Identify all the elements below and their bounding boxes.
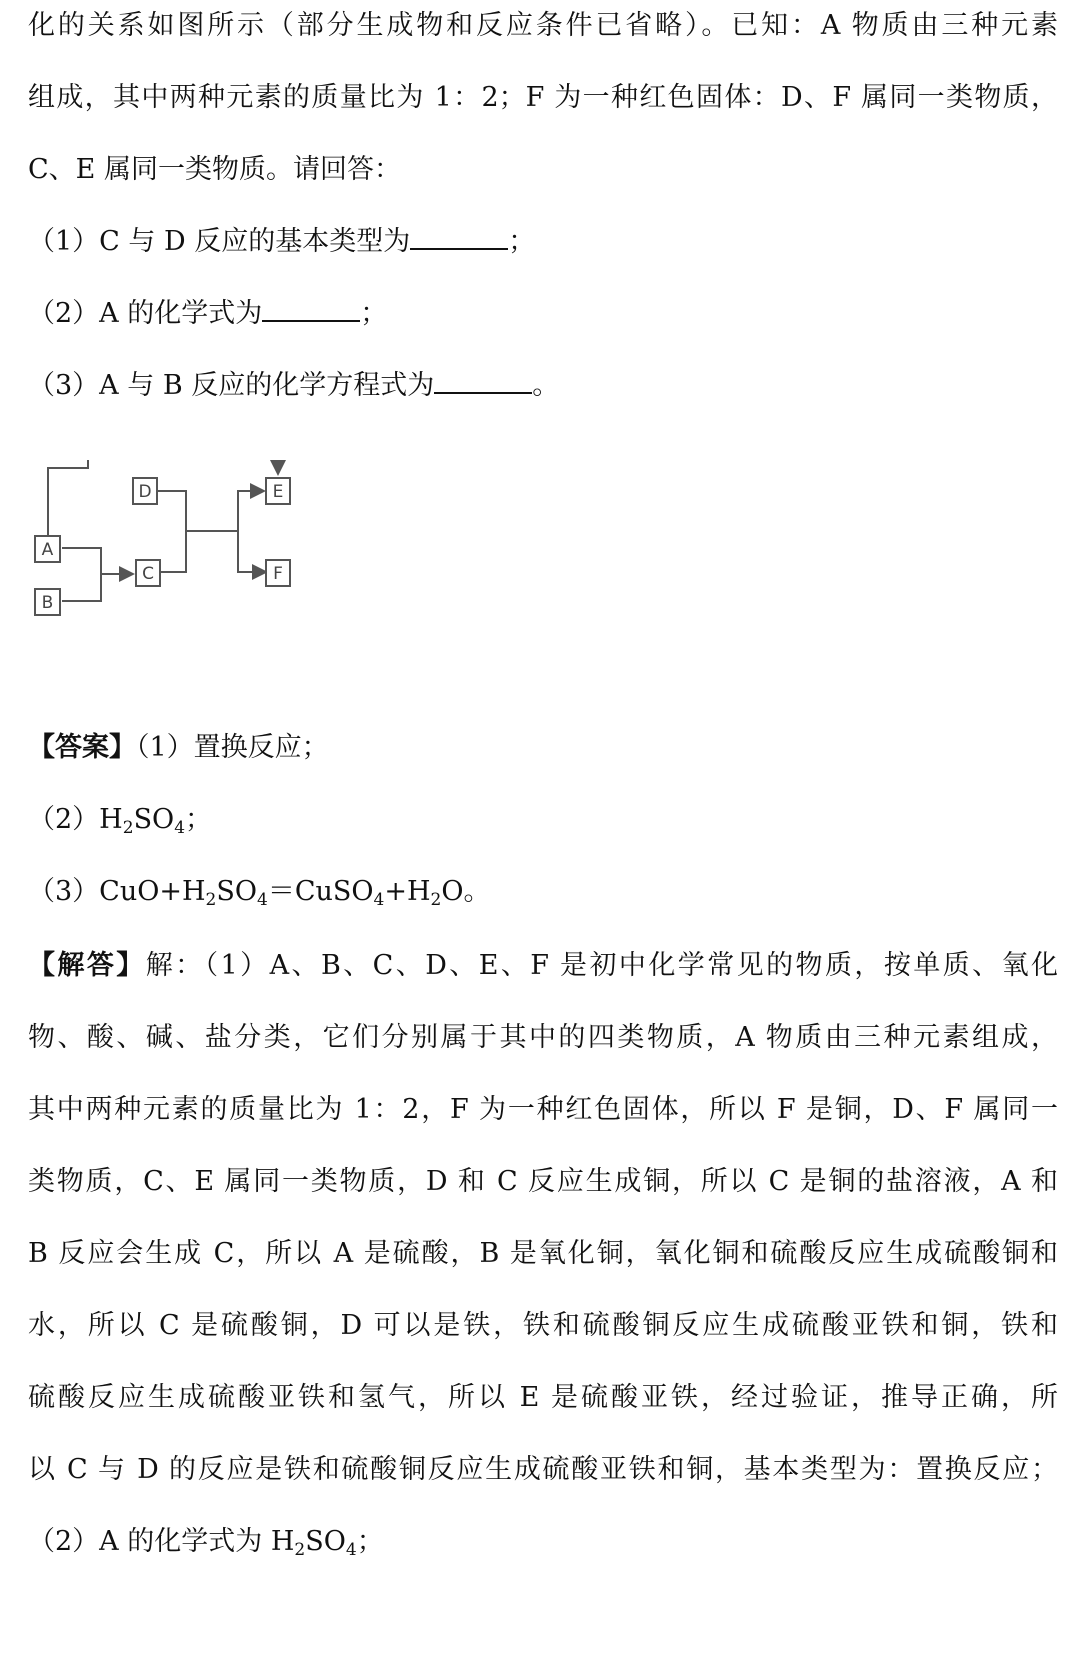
solution-line-8: 以 C 与 D 的反应是铁和硫酸铜反应生成硫酸亚铁和铜，基本类型为：置换反应；: [28, 1454, 1058, 1485]
box-b-label: B: [41, 593, 54, 613]
connector-to-f: [238, 531, 266, 572]
connector-b: [62, 574, 101, 601]
answer-line-3: [28, 872, 1058, 912]
answer-title: 【答案】: [28, 732, 136, 763]
solution-line-4: 类物质，C、E 属同一类物质，D 和 C 反应生成铜，所以 C 是铜的盐溶液，A 和: [28, 1166, 1058, 1197]
solution-line-7: 硫酸反应生成硫酸亚铁和氢气，所以 E 是硫酸亚铁，经过验证，推导正确，所: [28, 1382, 1058, 1413]
question-2-text: （2）A 的化学式为: [28, 298, 263, 329]
question-2: [28, 294, 1058, 334]
question-line-1: 化的关系如图所示（部分生成物和反应条件已省略）。已知：A 物质由三种元素: [28, 10, 1058, 41]
equation-text: O。: [441, 876, 491, 907]
question-line-3: C、E 属同一类物质。请回答：: [28, 154, 401, 185]
box-a-label: A: [41, 540, 54, 560]
connector-to-e: [238, 491, 264, 531]
reaction-diagram: [28, 460, 308, 630]
connector-a: [62, 548, 101, 574]
connector-d: [158, 491, 186, 531]
question-3: [28, 366, 1058, 406]
solution-line-6: 水，所以 C 是硫酸铜，D 可以是铁，铁和硫酸铜反应生成硫酸亚铁和铜，铁和: [28, 1310, 1058, 1341]
solution-text: ；: [356, 1526, 384, 1557]
solution-title: 【解答】: [28, 950, 146, 981]
connector-c: [161, 531, 186, 572]
solution-text: SO: [305, 1526, 346, 1557]
subscript: 4: [257, 890, 268, 910]
answer-2-text: ；: [185, 804, 213, 835]
solution-line-3: 其中两种元素的质量比为 1：2，F 为一种红色固体，所以 F 是铜，D、F 属同一: [28, 1094, 1058, 1125]
answer-1: （1）置换反应；: [136, 732, 329, 763]
answer-blank-1: [410, 222, 508, 250]
question-1: [28, 222, 1058, 262]
question-1-text: （1）C 与 D 反应的基本类型为: [28, 226, 411, 257]
box-f-label: F: [273, 564, 283, 584]
solution-line-9: [28, 1522, 1058, 1562]
equation-text: ＝CuSO: [267, 876, 374, 907]
equation-text: +H: [384, 876, 431, 907]
solution-line-1: [28, 946, 1058, 986]
question-line-2: 组成，其中两种元素的质量比为 1：2；F 为一种红色固体：D、F 属同一类物质，: [28, 82, 1058, 113]
question-2-end: ；: [360, 298, 388, 329]
answer-2-text: SO: [133, 804, 175, 835]
solution-line-5: B 反应会生成 C，所以 A 是硫酸，B 是氧化铜，氧化铜和硫酸反应生成硫酸铜和: [28, 1238, 1058, 1269]
subscript: 2: [430, 890, 442, 910]
subscript: 2: [205, 890, 217, 910]
box-c-label: C: [142, 564, 154, 584]
answer-blank-2: [262, 294, 360, 322]
equation-text: （3）CuO+H: [28, 876, 206, 907]
box-e-label: E: [272, 482, 284, 502]
solution-text: 解：（1）A、B、C、D、E、F 是初中化学常见的物质，按单质、氧化: [145, 950, 1059, 981]
subscript: 2: [294, 1540, 306, 1560]
question-1-end: ；: [508, 226, 536, 257]
answer-line-1: [28, 728, 1058, 768]
question-3-end: 。: [532, 370, 560, 401]
question-3-text: （3）A 与 B 反应的化学方程式为: [28, 370, 435, 401]
subscript: 2: [122, 818, 134, 838]
answer-line-2: [28, 800, 1058, 840]
connector-a-to-e: [48, 460, 278, 538]
answer-2-text: （2）H: [28, 804, 123, 835]
solution-line-2: 物、酸、碱、盐分类，它们分别属于其中的四类物质，A 物质由三种元素组成，: [28, 1022, 1058, 1053]
solution-text: （2）A 的化学式为 H: [28, 1526, 295, 1557]
box-d-label: D: [138, 482, 152, 502]
equation-text: SO: [216, 876, 257, 907]
subscript: 4: [373, 890, 385, 910]
answer-blank-3: [434, 366, 532, 394]
subscript: 4: [174, 818, 186, 838]
subscript: 4: [345, 1540, 357, 1560]
